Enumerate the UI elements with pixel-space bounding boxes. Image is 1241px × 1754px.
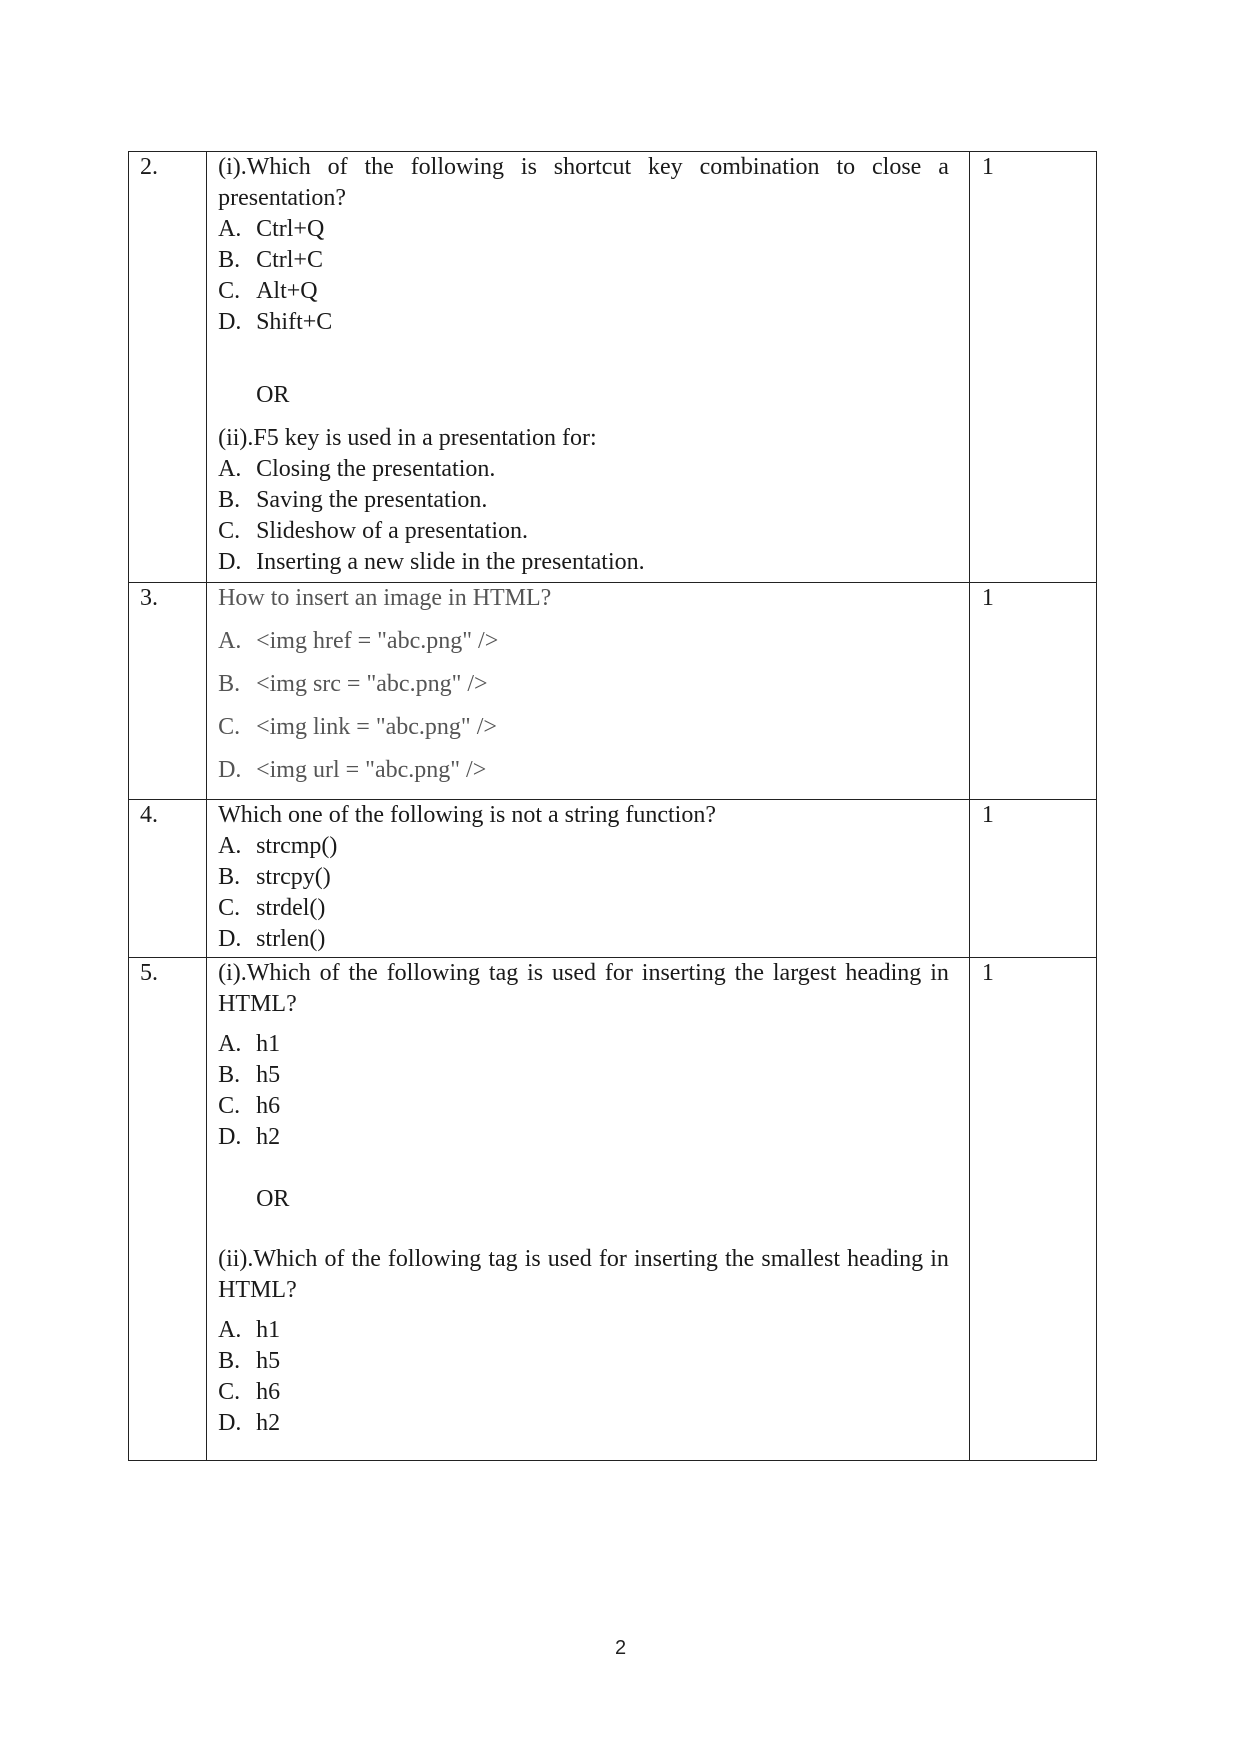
- option-c: C. Alt+Q: [218, 278, 318, 304]
- option-d: D. h2: [218, 1124, 281, 1150]
- question-row-4: [129, 800, 1097, 958]
- marks-cell: [969, 152, 1096, 583]
- question-number-cell: [129, 152, 207, 583]
- question-content-cell: [207, 152, 970, 583]
- question-number: 4.: [140, 802, 158, 828]
- question-stem: (i).Which of the following is shortcut key combination to close a presentation?: [218, 154, 949, 211]
- option-b: B. Ctrl+C: [218, 247, 323, 273]
- option-a: A. <img href = "abc.png" />: [218, 628, 499, 654]
- question-content-cell: [207, 583, 970, 800]
- or-separator: OR: [256, 382, 290, 408]
- marks-value: 1: [981, 154, 994, 180]
- option-c: C. strdel(): [218, 895, 326, 921]
- option-a: A. strcmp(): [218, 833, 338, 859]
- option-c: C. h6: [218, 1379, 281, 1405]
- question-number-cell: [129, 958, 207, 1461]
- option-c: C. <img link = "abc.png" />: [218, 714, 497, 740]
- option-b: B. Saving the presentation.: [218, 487, 488, 513]
- question-content-cell: [207, 958, 970, 1461]
- marks-value: 1: [981, 585, 994, 611]
- page-number: 2: [614, 1637, 627, 1659]
- option-a: A. Ctrl+Q: [218, 216, 325, 242]
- option-a: A. Closing the presentation.: [218, 456, 496, 482]
- option-b: B. h5: [218, 1062, 281, 1088]
- question-stem: (i).Which of the following tag is used for inserting the largest heading in HTML?: [218, 960, 949, 1017]
- question-number: 5.: [140, 960, 158, 986]
- marks-value: 1: [981, 802, 994, 828]
- question-stem: How to insert an image in HTML?: [218, 585, 552, 611]
- option-c: C. h6: [218, 1093, 281, 1119]
- marks-cell: [969, 583, 1096, 800]
- question-content-cell: [207, 800, 970, 958]
- question-number-cell: [129, 583, 207, 800]
- question-row-2: [129, 152, 1097, 583]
- option-c: C. Slideshow of a presentation.: [218, 518, 529, 544]
- option-d: D. strlen(): [218, 926, 326, 952]
- question-stem-alt: (ii).Which of the following tag is used for inserting the smallest heading in HTML?: [218, 1246, 949, 1303]
- option-b: B. <img src = "abc.png" />: [218, 671, 488, 697]
- question-number: 2.: [140, 154, 158, 180]
- option-d: D. Shift+C: [218, 309, 333, 335]
- question-number-cell: [129, 800, 207, 958]
- option-b: B. h5: [218, 1348, 281, 1374]
- option-a: A. h1: [218, 1031, 281, 1057]
- questions-table: [128, 151, 1097, 1461]
- question-number: 3.: [140, 585, 158, 611]
- option-d: D. Inserting a new slide in the presentation.: [218, 549, 645, 575]
- question-stem: Which one of the following is not a string function?: [218, 802, 716, 828]
- option-d: D. h2: [218, 1410, 281, 1436]
- option-b: B. strcpy(): [218, 864, 331, 890]
- option-d: D. <img url = "abc.png" />: [218, 757, 487, 783]
- question-row-5: [129, 958, 1097, 1461]
- marks-cell: [969, 958, 1096, 1461]
- marks-cell: [969, 800, 1096, 958]
- question-row-3: [129, 583, 1097, 800]
- question-stem-alt: (ii).F5 key is used in a presentation for:: [218, 425, 597, 451]
- option-a: A. h1: [218, 1317, 281, 1343]
- or-separator: OR: [256, 1186, 290, 1212]
- marks-value: 1: [981, 960, 994, 986]
